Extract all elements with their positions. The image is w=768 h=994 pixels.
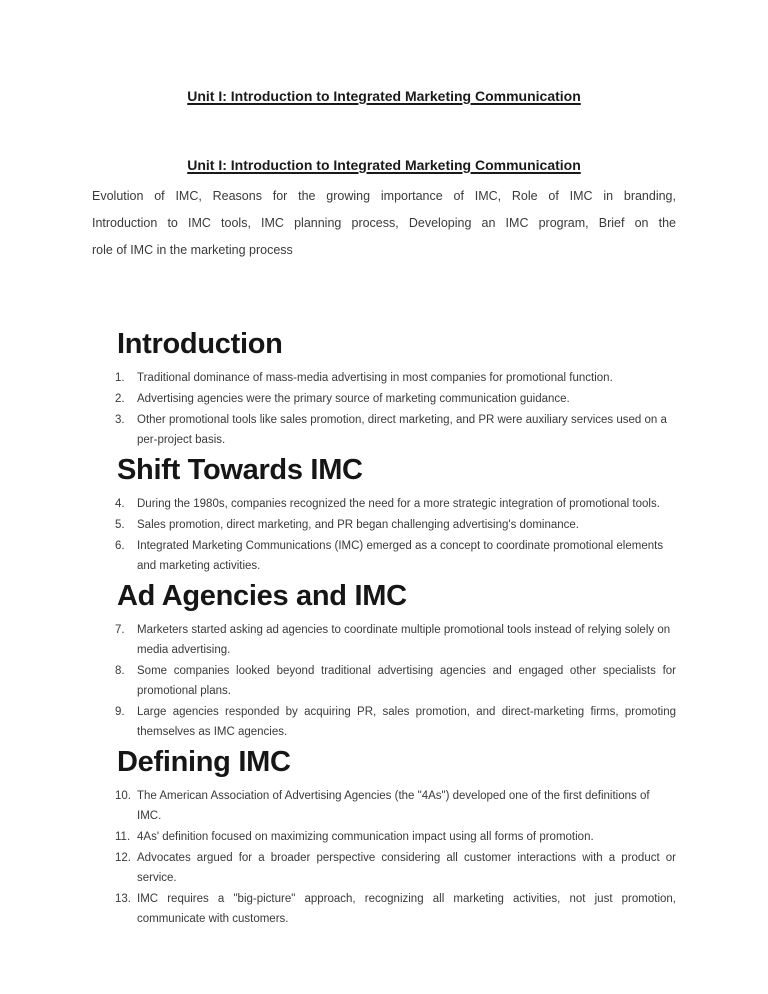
list-item-text: Other promotional tools like sales promotion, direct marketing, and PR were auxiliary services used on a per-project basis. — [137, 414, 667, 446]
list-item-text: Integrated Marketing Communications (IMC) emerged as a concept to coordinate promotional elements and marketing activities. — [137, 540, 664, 572]
list-item — [115, 661, 676, 701]
intro-paragraph — [92, 183, 676, 264]
list-item-text: 4As' definition focused on maximizing communication impact using all forms of promotion. — [137, 831, 594, 843]
list-item — [115, 389, 676, 409]
list-item-text: Marketers started asking ad agencies to coordinate multiple promotional tools instead of relying solely on media advertising. — [137, 624, 671, 656]
list-item — [115, 536, 676, 576]
list-item-number: 8. — [115, 665, 125, 677]
list-item-number: 2. — [115, 393, 125, 405]
list-item-number: 9. — [115, 706, 125, 718]
numbered-list — [115, 786, 676, 929]
list-item-number: 5. — [115, 519, 125, 531]
list-item — [115, 620, 676, 660]
list-item — [115, 515, 676, 535]
intro-line: Evolution of IMC, Reasons for the growing importance of IMC, Role of IMC in branding, — [92, 189, 676, 203]
list-item-text: Traditional dominance of mass-media advertising in most companies for promotional function. — [137, 372, 613, 384]
list-item — [115, 410, 676, 450]
numbered-list — [115, 494, 676, 576]
list-item-number: 3. — [115, 414, 125, 426]
list-item — [115, 368, 676, 388]
list-item — [115, 786, 676, 826]
list-item-number: 12. — [115, 852, 131, 864]
numbered-list — [115, 368, 676, 450]
list-item-text: Advocates argued for a broader perspective considering all customer interactions with a product or service. — [137, 852, 676, 884]
intro-line: Introduction to IMC tools, IMC planning process, Developing an IMC program, Brief on the — [92, 216, 676, 230]
list-item-text: During the 1980s, companies recognized the need for a more strategic integration of promotional tools. — [137, 498, 660, 510]
list-item-number: 7. — [115, 624, 125, 636]
list-item-text: The American Association of Advertising Agencies (the "4As") developed one of the first definitions of IMC. — [137, 790, 650, 822]
list-item — [115, 848, 676, 888]
document-title-repeat — [92, 155, 676, 175]
section-heading: Defining IMC — [117, 746, 291, 778]
list-item — [115, 889, 676, 929]
section-heading: Introduction — [117, 328, 283, 360]
document-title — [92, 86, 676, 106]
list-item-text: Some companies looked beyond traditional advertising agencies and engaged other specialists for promotional plans. — [137, 665, 676, 697]
list-item-text: Advertising agencies were the primary source of marketing communication guidance. — [137, 393, 570, 405]
document-title-repeat-text: Unit I: Introduction to Integrated Marketing Communication — [187, 157, 581, 173]
list-item-text: Large agencies responded by acquiring PR, sales promotion, and direct-marketing firms, promoting themselves as IMC agencies. — [137, 706, 676, 738]
list-item-number: 13. — [115, 893, 131, 905]
numbered-list — [115, 620, 676, 742]
list-item — [115, 827, 676, 847]
list-item-number: 4. — [115, 498, 125, 510]
list-item — [115, 702, 676, 742]
document-sections — [92, 328, 676, 929]
list-item-number: 10. — [115, 790, 131, 802]
section-heading: Ad Agencies and IMC — [117, 580, 407, 612]
list-item-number: 1. — [115, 372, 125, 384]
list-item-number: 11. — [115, 831, 131, 843]
list-item-text: IMC requires a "big-picture" approach, recognizing all marketing activities, not just promotion, communicate with customers. — [137, 893, 676, 925]
section-heading: Shift Towards IMC — [117, 454, 363, 486]
intro-line: role of IMC in the marketing process — [92, 243, 293, 257]
document-title-text: Unit I: Introduction to Integrated Marketing Communication — [187, 88, 581, 104]
list-item-text: Sales promotion, direct marketing, and PR began challenging advertising's dominance. — [137, 519, 580, 531]
list-item-number: 6. — [115, 540, 125, 552]
list-item — [115, 494, 676, 514]
